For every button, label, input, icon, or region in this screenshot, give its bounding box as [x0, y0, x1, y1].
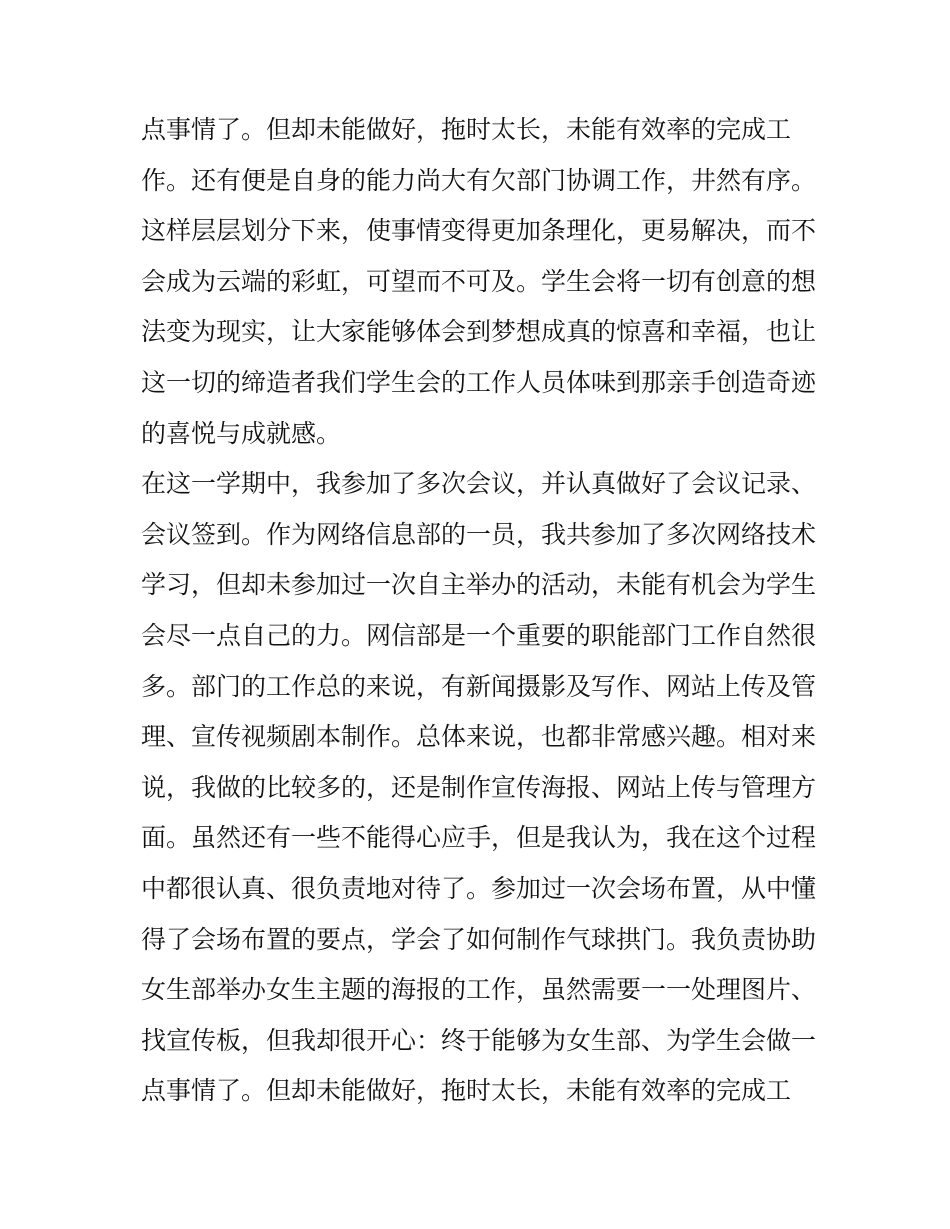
text-line: 的喜悦与成就感。	[141, 418, 342, 448]
text-line: 学习，但却未参加过一次自主举办的活动，未能有机会为学生	[141, 570, 817, 600]
text-line: 点事情了。但却未能做好，拖时太长，未能有效率的完成工	[141, 115, 792, 144]
text-line: 这一切的缔造者我们学生会的工作人员体味到那亲手创造奇迹	[141, 367, 817, 397]
text-line: 会尽一点自己的力。网信部是一个重要的职能部门工作自然很	[141, 620, 817, 650]
text-line: 理、宣传视频剧本制作。总体来说，也都非常感兴趣。相对来	[141, 722, 817, 752]
text-line: 说，我做的比较多的，还是制作宣传海报、网站上传与管理方	[141, 772, 817, 802]
text-line: 面。虽然还有一些不能得心应手，但是我认为，我在这个过程	[141, 823, 817, 853]
body-text	[141, 105, 821, 1117]
text-line: 得了会场布置的要点，学会了如何制作气球拱门。我负责协助	[141, 924, 817, 954]
text-line: 中都很认真、很负责地对待了。参加过一次会场布置，从中懂	[141, 873, 817, 903]
text-line: 找宣传板，但我却很开心：终于能够为女生部、为学生会做一	[141, 1025, 817, 1055]
text-line: 会成为云端的彩虹，可望而不可及。学生会将一切有创意的想	[141, 266, 817, 296]
text-line: 法变为现实，让大家能够体会到梦想成真的惊喜和幸福，也让	[141, 317, 817, 347]
text-line: 这样层层划分下来，使事情变得更加条理化，更易解决，而不	[141, 216, 817, 246]
text-line: 多。部门的工作总的来说，有新闻摄影及写作、网站上传及管	[141, 671, 817, 701]
text-line: 点事情了。但却未能做好，拖时太长，未能有效率的完成工	[141, 1076, 792, 1106]
text-line: 在这一学期中，我参加了多次会议，并认真做好了会议记录、	[141, 469, 817, 499]
text-line: 女生部举办女生主题的海报的工作，虽然需要一一处理图片、	[141, 975, 817, 1005]
text-line: 作。还有便是自身的能力尚大有欠部门协调工作，井然有序。	[141, 165, 817, 195]
text-line: 会议签到。作为网络信息部的一员，我共参加了多次网络技术	[141, 519, 817, 549]
